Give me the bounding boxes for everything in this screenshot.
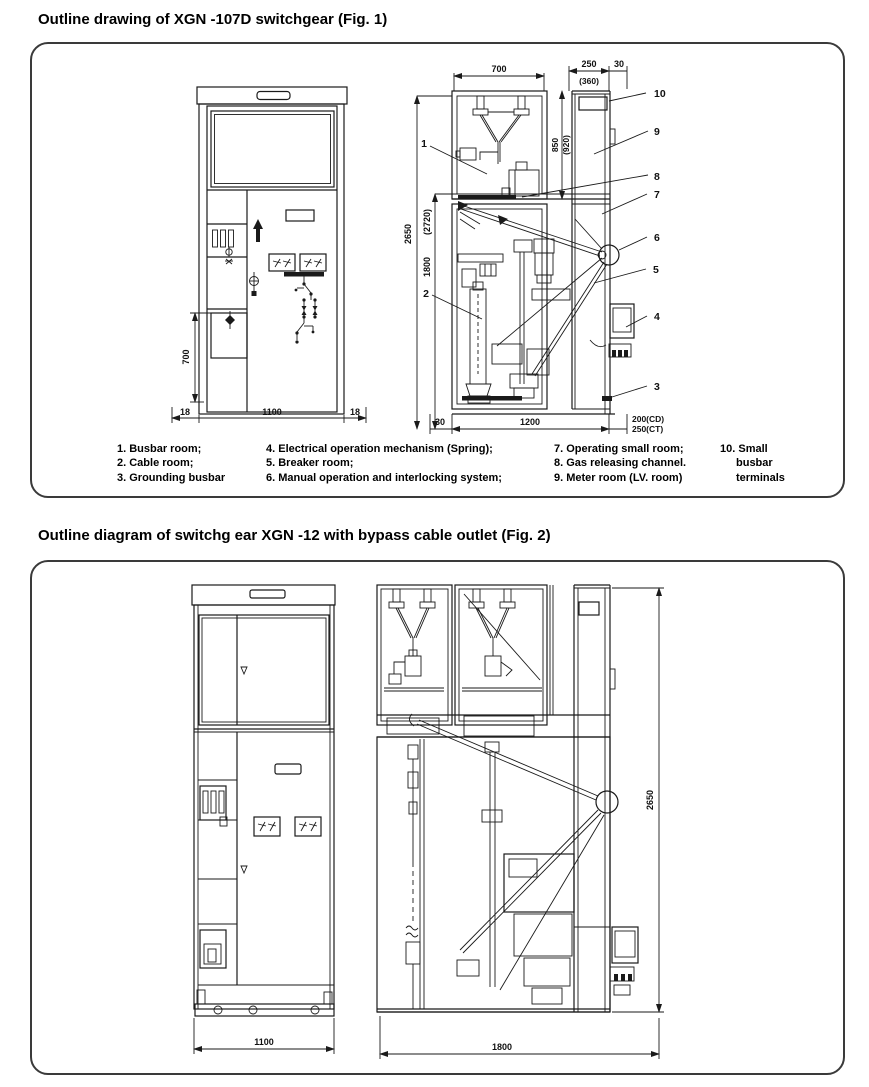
callout-9: 9 <box>654 126 660 138</box>
svg-text:2650: 2650 <box>645 789 655 811</box>
svg-text:(2720): (2720) <box>422 208 432 236</box>
operating-rods <box>409 714 604 990</box>
fig2-title: Outline diagram of switchg ear XGN -12 with bypass cable outlet (Fig. 2) <box>38 527 551 544</box>
hinge-circle <box>596 791 618 813</box>
fig1-side-view <box>403 59 666 434</box>
fig2-side-view <box>377 585 664 1059</box>
fig1-side-dims-top <box>454 59 627 91</box>
fig2-front-dim-1100 <box>194 1018 334 1054</box>
legend-item: terminals <box>736 471 785 484</box>
lock-symbol <box>250 272 259 296</box>
legend-item: 3. Grounding busbar <box>117 471 226 484</box>
callout-8: 8 <box>654 171 660 183</box>
busbar-room-internals <box>456 96 539 196</box>
grounding-symbol <box>225 311 235 329</box>
fig1-title: Outline drawing of XGN -107D switchgear (Fig. 1) <box>38 11 388 28</box>
fig2-front-view <box>192 585 335 1054</box>
callout-6: 6 <box>654 232 660 244</box>
fig1-side-dim-850 <box>550 91 571 199</box>
svg-text:850: 850 <box>550 137 560 153</box>
operating-rods <box>458 201 607 376</box>
vent-grille <box>200 786 227 826</box>
vent-grille <box>213 230 234 247</box>
svg-text:18: 18 <box>349 407 361 417</box>
legend-item: busbar <box>736 457 773 470</box>
legend-item: 2. Cable room; <box>117 457 194 470</box>
fig1-front-dim-700 <box>181 313 214 402</box>
handle-symbol <box>225 247 233 264</box>
legend-item: 5. Breaker room; <box>266 457 354 470</box>
fig1-panel <box>30 42 845 498</box>
legend-item: 8. Gas releasing channel. <box>554 457 687 470</box>
legend-col2 <box>266 442 502 485</box>
legend-item: 9. Meter room (LV. room) <box>554 471 683 484</box>
svg-text:30: 30 <box>434 417 446 427</box>
callout-1: 1 <box>421 138 427 150</box>
callout-4: 4 <box>654 311 660 323</box>
callout-3: 3 <box>654 381 660 393</box>
left-compartment-internals <box>384 589 444 691</box>
legend-item-number: 10. <box>720 443 736 455</box>
legend-item: 7. Operating small room; <box>554 443 684 455</box>
legend-item: 4. Electrical operation mechanism (Spring); <box>266 443 493 455</box>
fig1-front-view <box>172 87 366 423</box>
nameplate <box>286 210 314 221</box>
mechanism-box <box>590 304 634 357</box>
legend-item <box>720 442 785 456</box>
legend-col3 <box>554 442 686 485</box>
nameplate <box>275 764 301 774</box>
right-column <box>572 91 615 414</box>
legend-item-word: Small <box>738 443 768 455</box>
svg-text:250: 250 <box>581 59 597 69</box>
cable-compartment-internals <box>406 745 420 1009</box>
svg-text:1800: 1800 <box>491 1042 513 1052</box>
hinge-circle <box>599 245 619 265</box>
fig1-side-dims-left <box>403 96 452 429</box>
legend-col4 <box>720 442 785 485</box>
up-arrow-symbol <box>253 219 263 242</box>
svg-text:200(CD): 200(CD) <box>632 414 665 424</box>
mechanism-box <box>610 927 638 995</box>
indicator-boxes <box>269 254 326 271</box>
door-marker-icon <box>241 866 247 873</box>
svg-text:1200: 1200 <box>519 417 541 427</box>
svg-text:2650: 2650 <box>403 223 413 245</box>
svg-text:(360): (360) <box>579 76 599 86</box>
right-column <box>574 585 615 1012</box>
svg-text:1800: 1800 <box>422 256 432 278</box>
fuse-box <box>200 930 226 968</box>
callout-10: 10 <box>654 88 666 100</box>
legend-item: 6. Manual operation and interlocking system; <box>266 471 502 484</box>
right-compartment-internals <box>462 589 542 691</box>
svg-text:700: 700 <box>491 64 507 74</box>
callout-2: 2 <box>423 288 429 300</box>
indicator-boxes <box>254 817 321 836</box>
svg-text:700: 700 <box>181 349 191 365</box>
fig2-drawing <box>32 567 843 1070</box>
callout-7: 7 <box>654 189 660 201</box>
svg-text:1100: 1100 <box>254 1037 274 1047</box>
legend-item: 1. Busbar room; <box>117 443 202 455</box>
mimic-diagram <box>284 272 324 344</box>
base <box>195 990 334 1016</box>
door-marker-icon <box>241 667 247 674</box>
svg-text:(920): (920) <box>561 135 571 155</box>
svg-text:1100: 1100 <box>262 407 282 417</box>
fig1-callouts <box>421 88 666 397</box>
svg-text:18: 18 <box>179 407 191 417</box>
fig2-panel <box>30 560 845 1075</box>
fig2-side-dim-1800 <box>380 1016 659 1059</box>
fig1-side-dims-bottom <box>430 414 664 434</box>
callout-5: 5 <box>653 264 659 276</box>
legend-col1 <box>117 442 225 485</box>
fig1-drawing <box>32 44 843 440</box>
svg-text:30: 30 <box>613 59 625 69</box>
svg-text:250(CT): 250(CT) <box>632 424 664 434</box>
